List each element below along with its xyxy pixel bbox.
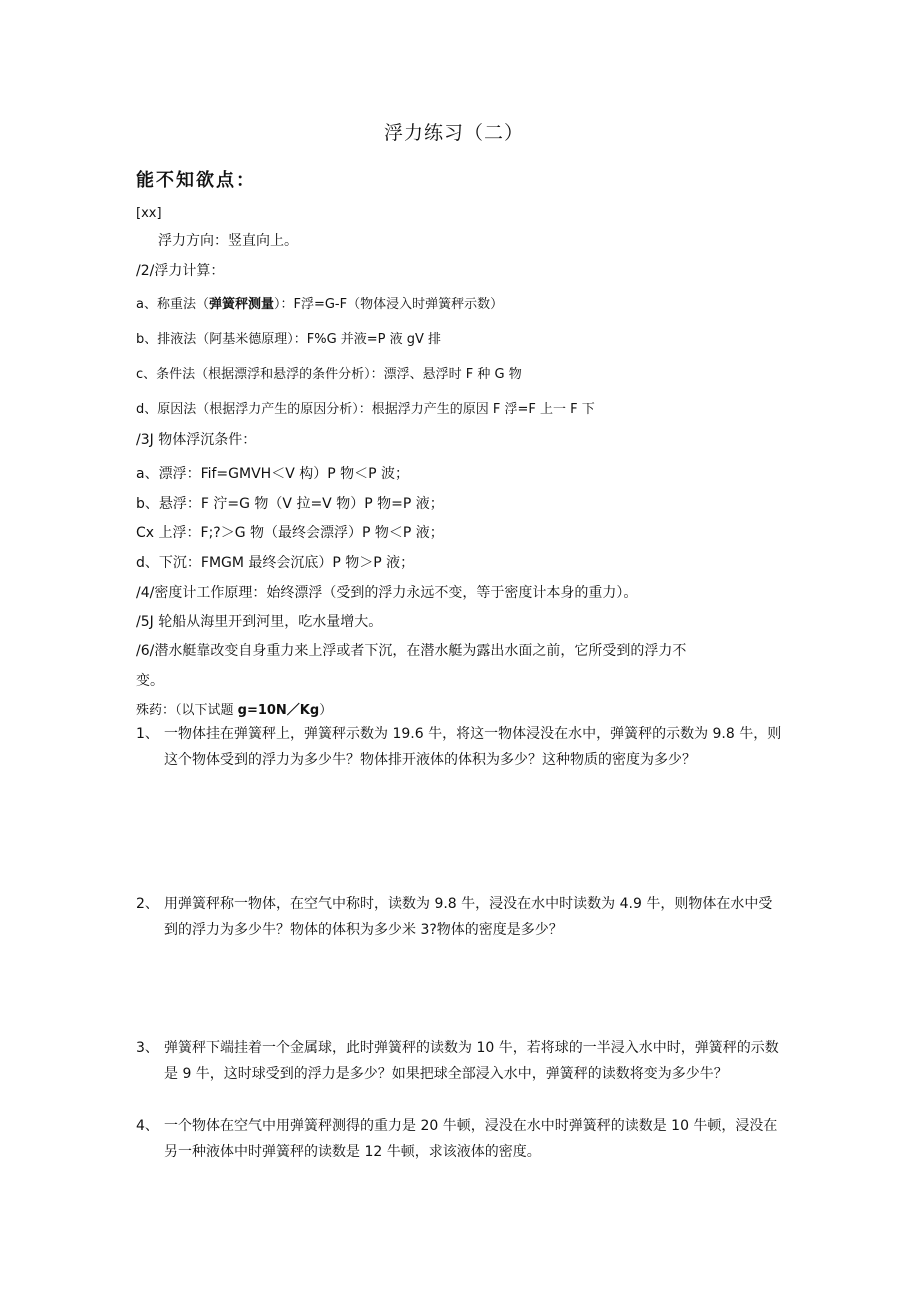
question-2 bbox=[136, 891, 786, 943]
question-number: 2、 bbox=[136, 896, 159, 912]
method-a-prefix: a、称重法（ bbox=[136, 297, 209, 312]
question-text: 一个物体在空气中用弹簧秤测得的重力是 20 牛顿，浸没在水中时弹簧秤的读数是 10 牛顿，浸没在另一种液体中时弹簧秤的读数是 12 牛顿，求该液体的密度。 bbox=[164, 1118, 778, 1160]
method-b: b、排液法（阿基米德原理）：F%G 并液=P 液 gV 排 bbox=[136, 332, 442, 347]
question-number: 3、 bbox=[136, 1040, 159, 1056]
point-1-direction: 浮力方向：竖直向上。 bbox=[158, 233, 298, 249]
method-c: c、条件法（根据漂浮和悬浮的条件分析）：漂浮、悬浮时 F 种 G 物 bbox=[136, 367, 522, 382]
question-text: 弹簧秤下端挂着一个金属球，此时弹簧秤的读数为 10 牛，若将球的一半浸入水中时，弹簧秤的示数是 9 牛，这时球受到的浮力是多少？如果把球全部浸入水中，弹簧秤的读数将变为多少牛？ bbox=[164, 1040, 779, 1082]
method-a-suffix: ）：F浮=G-F（物体浸入时弹簧秤示数） bbox=[273, 297, 504, 312]
condition-d: d、下沉：FMGM 最终会沉底）P 物＞P 液； bbox=[136, 555, 415, 571]
condition-a: a、漂浮：Fif=GMVH＜V 构）P 物＜P 波； bbox=[136, 466, 410, 482]
question-number: 1、 bbox=[136, 726, 159, 742]
question-text: 一物体挂在弹簧秤上，弹簧秤示数为 19.6 牛，将这一物体浸没在水中，弹簧秤的示数为 9.8 牛，则这个物体受到的浮力为多少牛？物体排开液体的体积为多少？这种物质的密度为多少？ bbox=[164, 726, 782, 768]
point-2-header: /2/浮力计算： bbox=[136, 263, 225, 279]
exercise-header-prefix: 殊药：（以下试题 bbox=[136, 703, 238, 718]
point-6-line-2: 变。 bbox=[136, 673, 164, 689]
question-4 bbox=[136, 1113, 786, 1165]
point-6-line-1: /6/潜水艇靠改变自身重力来上浮或者下沉，在潜水艇为露出水面之前，它所受到的浮力不 bbox=[136, 643, 687, 659]
method-d: d、原因法（根据浮力产生的原因分析）：根据浮力产生的原因 F 浮=F 上一 F 下 bbox=[136, 402, 595, 417]
section-mark: [xx] bbox=[136, 206, 162, 221]
question-3 bbox=[136, 1035, 786, 1087]
point-4-hydrometer: /4/密度计工作原理：始终漂浮（受到的浮力永远不变，等于密度计本身的重力）。 bbox=[136, 585, 638, 601]
knowledge-heading: 能不知欲点： bbox=[136, 170, 256, 191]
question-1 bbox=[136, 721, 786, 773]
method-a bbox=[136, 295, 503, 315]
condition-c: Cx 上浮：F;?＞G 物（最终会漂浮）P 物＜P 液； bbox=[136, 525, 444, 541]
page-title: 浮力练习（二） bbox=[384, 122, 525, 144]
exercise-header-suffix: ） bbox=[319, 703, 333, 718]
question-number: 4、 bbox=[136, 1118, 159, 1134]
point-3-header: /3J 物体浮沉条件： bbox=[136, 432, 257, 448]
exercise-header bbox=[136, 701, 332, 721]
question-text: 用弹簧秤称一物体，在空气中称时，读数为 9.8 牛，浸没在水中时读数为 4.9 牛，则物体在水中受到的浮力为多少牛？物体的体积为多少米 3?物体的密度是多少？ bbox=[164, 896, 773, 938]
method-a-bold: 弹簧秤测量 bbox=[208, 297, 274, 312]
point-5-ship: /5J 轮船从海里开到河里，吃水量增大。 bbox=[136, 614, 383, 630]
condition-b: b、悬浮：F 泞=G 物（V 拉=V 物）P 物=P 液； bbox=[136, 496, 444, 512]
exercise-header-gravity: g=10N／Kg bbox=[237, 703, 320, 718]
